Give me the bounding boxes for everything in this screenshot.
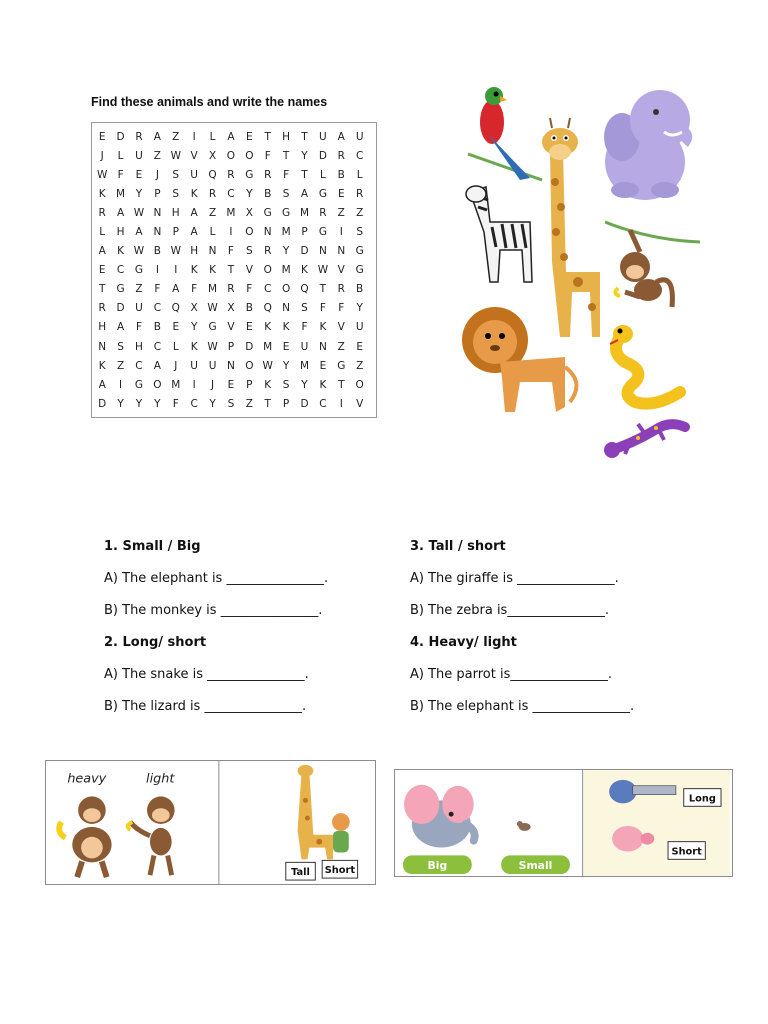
wordsearch-letter: X [208,149,217,162]
wordsearch-letter: O [153,378,162,391]
animals-illustration [460,82,705,467]
short-tag: Short [324,865,356,877]
wordsearch-letter: Z [337,340,345,353]
wordsearch-letter: M [171,378,181,391]
wordsearch-letter: G [116,283,125,296]
wordsearch-letter: Z [208,206,217,219]
wordsearch-letter: W [133,206,145,219]
wordsearch-letter: H [116,226,125,239]
wordsearch-letter: D [116,302,125,315]
wordsearch-row [92,146,376,165]
wordsearch-letter: W [133,245,145,258]
wordsearch-letter: L [117,149,124,162]
wordsearch-letter: N [227,359,235,372]
wordsearch-letter: B [245,302,253,315]
wordsearch-letter: F [338,302,345,315]
wordsearch-letter: C [153,340,162,353]
wordsearch-letter: T [301,168,308,181]
short-animal-picture [332,813,350,852]
wordsearch-letter: G [355,264,364,277]
wordsearch-letter: P [282,397,290,410]
wordsearch-letter: C [264,283,272,296]
wordsearch-title: Find these animals and write the names [91,95,328,109]
wordsearch-letter: Q [171,302,180,315]
wordsearch-letter: H [171,206,180,219]
question-line: B) The monkey is _______________. [104,603,323,618]
wordsearch-letter: K [264,321,272,334]
wordsearch-letter: X [190,302,198,315]
wordsearch-letter: E [172,321,180,334]
big-elephant-picture [404,785,475,848]
question-line: B) The elephant is _______________. [410,699,635,714]
wordsearch-letter: A [190,226,198,239]
wordsearch-letter: F [191,283,198,296]
wordsearch-letter: U [190,168,198,181]
wordsearch-letter: O [245,226,254,239]
wordsearch-letter: L [209,226,216,239]
wordsearch-letter: C [135,359,143,372]
wordsearch-letter: W [170,245,181,258]
wordsearch-letter: M [281,264,291,277]
wordsearch-letter: Z [153,149,161,162]
wordsearch-letter: Y [246,187,253,200]
wordsearch-letter: G [134,378,144,391]
wordsearch-letter: I [155,264,159,277]
wordsearch-letter: N [208,245,217,258]
wordsearch-letter: I [192,130,196,143]
big-small-long-short-panel [394,769,733,877]
wordsearch-letter: T [301,130,308,143]
wordsearch-grid [91,122,377,418]
wordsearch-letter: S [282,187,290,200]
wordsearch-letter: G [355,245,364,258]
heavy-monkey-picture [59,796,111,877]
wordsearch-row [92,184,376,203]
wordsearch-letter: I [339,226,343,239]
wordsearch-row [92,299,376,318]
wordsearch-letter: S [227,397,235,410]
question-line: A) The snake is _______________. [104,667,309,682]
wordsearch-letter: A [98,245,106,258]
wordsearch-letter: O [226,149,236,162]
wordsearch-letter: S [172,187,180,200]
wordsearch-letter: O [281,283,291,296]
wordsearch-letter: M [116,187,126,200]
wordsearch-letter: K [319,378,327,391]
wordsearch-letter: K [319,321,327,334]
wordsearch-letter: J [210,378,215,391]
wordsearch-letter: R [98,302,106,315]
wordsearch-letter: U [208,359,217,372]
wordsearch-letter: E [356,340,363,353]
wordsearch-letter: R [356,187,364,200]
wordsearch-row [92,375,376,394]
wordsearch-row [92,203,376,222]
wordsearch-row [92,394,376,413]
snake-picture [610,325,680,404]
wordsearch-letter: K [117,245,125,258]
light-monkey-picture [128,796,175,875]
wordsearch-letter: N [263,226,272,239]
wordsearch-letter: E [98,264,106,277]
wordsearch-row [92,242,376,261]
wordsearch-letter: U [355,321,364,334]
wordsearch-letter: N [318,245,327,258]
wordsearch-letter: E [246,321,253,334]
wordsearch-letter: C [355,149,364,162]
wordsearch-letter: D [300,397,309,410]
wordsearch-letter: M [299,359,310,372]
question-line: B) The zebra is_______________. [410,603,609,618]
wordsearch-letter: M [208,283,218,296]
wordsearch-letter: M [281,226,291,239]
wordsearch-letter: Q [300,283,309,296]
wordsearch-letter: I [229,226,233,239]
wordsearch-letter: H [135,340,143,353]
wordsearch-letter: Z [245,397,253,410]
wordsearch-letter: T [264,397,271,410]
wordsearch-letter: Y [282,359,290,372]
wordsearch-letter: J [174,359,178,372]
question-heading: 1. Small / Big [104,539,201,554]
wordsearch-letter: A [337,130,345,143]
wordsearch-letter: A [153,359,161,372]
wordsearch-letter: I [339,397,343,410]
wordsearch-letter: D [116,130,125,143]
wordsearch-letter: J [155,168,159,181]
wordsearch-letter: A [116,206,125,219]
wordsearch-letter: M [263,340,273,353]
wordsearch-letter: S [356,226,363,239]
wordsearch-letter: O [245,149,254,162]
tall-giraffe-picture [298,765,333,859]
wordsearch-letter: Y [301,149,308,162]
wordsearch-letter: N [98,340,107,353]
wordsearch-letter: R [264,168,272,181]
wordsearch-letter: U [355,130,364,143]
wordsearch-letter: X [245,206,253,219]
wordsearch-letter: P [172,226,179,239]
wordsearch-letter: C [116,264,125,277]
wordsearch-letter: U [135,149,143,162]
wordsearch-letter: O [263,264,272,277]
wordsearch-letter: M [226,206,236,219]
wordsearch-letter: O [245,359,254,372]
wordsearch-letter: C [153,302,162,315]
wordsearch-letter: W [317,264,329,277]
wordsearch-letter: I [174,264,178,277]
wordsearch-letter: C [319,397,327,410]
wordsearch-letter: K [98,187,106,200]
zebra-picture [466,186,532,282]
wordsearch-letter: K [190,264,198,277]
elephant-picture [604,90,692,200]
wordsearch-letter: G [245,168,254,181]
wordsearch-letter: L [319,168,326,181]
wordsearch-letter: B [153,321,161,334]
question-line: A) The parrot is_______________. [410,667,613,682]
wordsearch-letter: R [227,168,235,181]
wordsearch-letter: A [153,130,161,143]
wordsearch-letter: S [282,378,290,391]
wordsearch-letter: R [227,283,235,296]
wordsearch-letter: A [172,283,180,296]
wordsearch-row [92,127,376,146]
wordsearch-letter: Q [208,168,217,181]
wordsearch-letter: T [338,378,345,391]
wordsearch-letter: Y [301,378,308,391]
wordsearch-letter: R [337,283,345,296]
wordsearch-letter: N [153,206,162,219]
wordsearch-letter: N [282,302,291,315]
wordsearch-letter: J [100,149,104,162]
heavy-label: heavy [67,771,107,787]
wordsearch-letter: G [263,206,272,219]
wordsearch-letter: A [227,130,235,143]
wordsearch-letter: C [227,187,235,200]
wordsearch-letter: A [116,321,125,334]
wordsearch-letter: D [318,149,327,162]
question-line: B) The lizard is _______________. [104,699,307,714]
wordsearch-letter: M [299,206,310,219]
wordsearch-letter: S [301,302,308,315]
wordsearch-letter: R [208,187,217,200]
wordsearch-letter: A [98,378,106,391]
wordsearch-letter: V [337,264,345,277]
wordsearch-letter: A [135,226,143,239]
wordsearch-letter: Z [356,359,364,372]
wordsearch-letter: K [190,340,198,353]
wordsearch-letter: Z [135,283,143,296]
wordsearch-row [92,261,376,280]
wordsearch-letter: H [190,245,199,258]
small-tag: Small [518,859,553,873]
wordsearch-letter: T [282,149,290,162]
wordsearch-letter: Y [356,302,363,315]
wordsearch-letter: K [98,359,106,372]
wordsearch-letter: F [135,321,142,334]
wordsearch-letter: V [227,321,235,334]
wordsearch-letter: Y [282,245,290,258]
wordsearch-letter: V [245,264,253,277]
wordsearch-letter: K [264,378,272,391]
wordsearch-letter: H [98,321,107,334]
wordsearch-letter: S [172,168,180,181]
small-mouse-picture [517,821,531,831]
wordsearch-letter: Y [209,397,216,410]
wordsearch-row [92,356,376,375]
parrot-picture [468,87,542,180]
wordsearch-letter: D [98,397,107,410]
wordsearch-letter: N [337,245,346,258]
wordsearch-letter: Y [117,397,124,410]
wordsearch-letter: F [246,283,253,296]
wordsearch-letter: F [172,397,179,410]
wordsearch-letter: L [99,226,106,239]
wordsearch-letter: C [190,397,198,410]
wordsearch-letter: R [135,130,143,143]
wordsearch-letter: G [208,321,217,334]
question-heading: 2. Long/ short [104,635,207,650]
wordsearch-letter: F [283,168,290,181]
heavy-light-tall-short-panel [45,760,376,885]
wordsearch-letter: Y [190,321,198,334]
wordsearch-letter: W [262,359,273,372]
short-tag-2: Short [671,846,702,858]
wordsearch-row [92,318,376,337]
monkey-picture [605,222,700,307]
wordsearch-letter: Y [135,187,143,200]
wordsearch-letter: X [227,302,235,315]
wordsearch-letter: U [319,130,327,143]
wordsearch-letter: V [190,149,198,162]
wordsearch-letter: T [227,264,235,277]
wordsearch-letter: B [153,245,161,258]
wordsearch-row [92,222,376,241]
wordsearch-letter: U [300,340,309,353]
wordsearch-letter: E [246,130,253,143]
wordsearch-letter: L [172,340,179,353]
wordsearch-letter: U [135,302,143,315]
lizard-picture [604,424,685,458]
wordsearch-letter: L [209,130,216,143]
wordsearch-letter: W [97,168,108,181]
wordsearch-letter: Z [172,130,180,143]
wordsearch-letter: W [170,149,181,162]
wordsearch-letter: I [119,378,123,391]
wordsearch-letter: F [117,168,124,181]
wordsearch-letter: K [190,187,198,200]
wordsearch-letter: S [245,245,253,258]
wordsearch-letter: T [319,283,327,296]
light-label: light [146,771,175,787]
wordsearch-letter: E [337,187,345,200]
wordsearch-letter: F [301,321,308,334]
wordsearch-row [92,337,376,356]
big-tag: Big [427,859,448,873]
giraffe-picture [542,118,600,337]
wordsearch-letter: L [356,168,363,181]
wordsearch-letter: P [227,340,235,353]
wordsearch-letter: F [227,245,234,258]
wordsearch-letter: G [337,359,346,372]
wordsearch-letter: F [264,149,271,162]
wordsearch-letter: S [117,340,124,353]
wordsearch-letter: Y [135,397,143,410]
wordsearch-letter: G [282,206,291,219]
wordsearch-letter: T [98,283,106,296]
wordsearch-letter: P [301,226,308,239]
wordsearch-letter: R [98,206,106,219]
wordsearch-letter: R [337,149,345,162]
wordsearch-letter: K [282,321,290,334]
wordsearch-letter: N [153,226,162,239]
wordsearch-letter: T [264,130,271,143]
question-line: A) The giraffe is _______________. [410,571,619,586]
wordsearch-letter: B [356,283,364,296]
wordsearch-letter: B [264,187,272,200]
question-heading: 4. Heavy/ light [410,635,517,650]
wordsearch-letter: I [192,378,196,391]
wordsearch-letter: D [245,340,254,353]
wordsearch-letter: H [282,130,291,143]
wordsearch-letter: Z [337,206,345,219]
wordsearch-letter: B [337,168,345,181]
wordsearch-row [92,280,376,299]
wordsearch-letter: E [135,168,143,181]
wordsearch-letter: D [300,245,309,258]
wordsearch-letter: A [300,187,309,200]
wordsearch-letter: E [282,340,290,353]
wordsearch-letter: R [319,206,327,219]
long-tag: Long [688,793,716,805]
wordsearch-letter: F [154,283,161,296]
wordsearch-letter: P [246,378,253,391]
wordsearch-letter: Z [356,206,364,219]
questions-left-column [104,537,328,729]
wordsearch-letter: W [207,340,218,353]
wordsearch-letter: F [319,302,326,315]
wordsearch-letter: O [355,378,364,391]
wordsearch-letter: E [227,378,235,391]
questions-right-column [410,537,634,729]
wordsearch-row [92,165,376,184]
wordsearch-letter: K [301,264,308,277]
wordsearch-letter: V [337,321,345,334]
wordsearch-letter: G [318,187,327,200]
wordsearch-letter: E [98,130,106,143]
wordsearch-letter: W [207,302,218,315]
wordsearch-letter: Q [263,302,272,315]
wordsearch-letter: Y [154,397,161,410]
wordsearch-letter: G [318,226,327,239]
wordsearch-letter: G [134,264,144,277]
wordsearch-letter: N [318,340,327,353]
wordsearch-letter: K [209,264,216,277]
wordsearch-letter: R [264,245,272,258]
wordsearch-letter: V [356,397,364,410]
wordsearch-letter: A [190,206,198,219]
question-line: A) The elephant is _______________. [104,571,329,586]
tall-tag: Tall [291,867,310,879]
wordsearch-letter: E [319,359,327,372]
wordsearch-letter: P [154,187,161,200]
wordsearch-letter: Z [116,359,125,372]
question-heading: 3. Tall / short [410,539,506,554]
wordsearch-letter: U [190,359,198,372]
